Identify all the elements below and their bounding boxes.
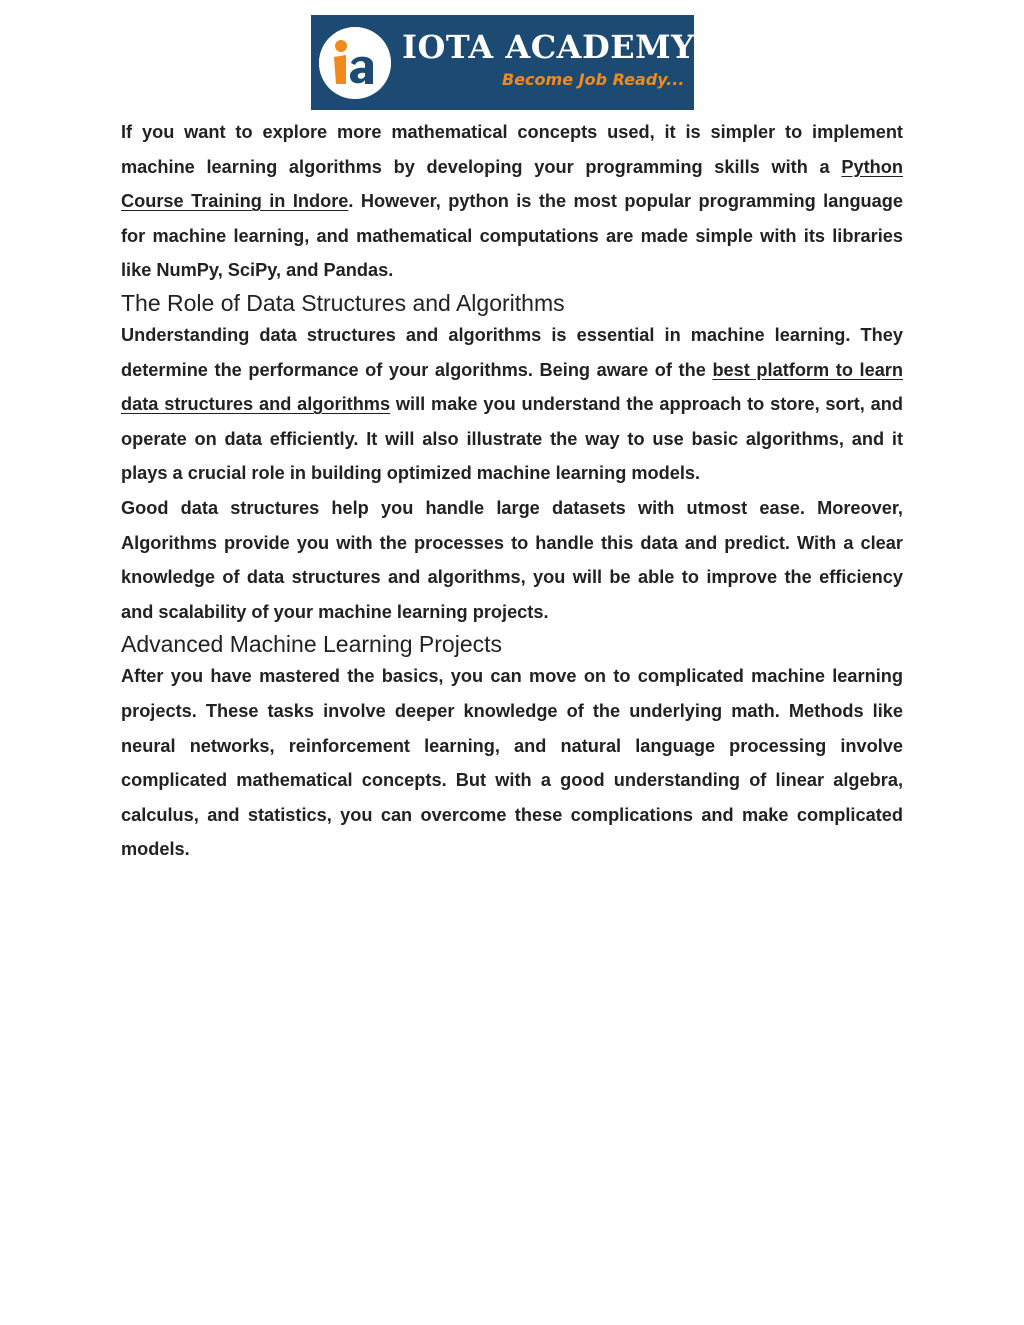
ds-text-after-link: will make you understand the approach to store, sort, and operate on data efficiently. It will also illustrate the way to use basic algorithms, and it plays a crucial role in building optimized machine learning models.: [121, 394, 903, 484]
intro-text-before-link: If you want to explore more mathematical concepts used, it is simpler to implement machine learning algorithms by developing your programming skills with a: [121, 122, 903, 177]
section-heading-advanced-ml: Advanced Machine Learning Projects: [121, 631, 503, 658]
document-body: [121, 115, 903, 867]
logo-title: IOTA ACADEMY: [402, 28, 694, 66]
section-heading-data-structures: The Role of Data Structures and Algorithms: [121, 289, 565, 316]
intro-paragraph: [121, 115, 903, 288]
data-structures-paragraph-1: [121, 318, 903, 491]
data-structures-paragraph-2: Good data structures help you handle large datasets with utmost ease. Moreover, Algorithms provide you with the processes to handle this data and predict. With a clear knowledge of data structures and algorithms, you will be able to improve the efficiency and scalability of your machine learning projects.: [121, 497, 903, 622]
iota-academy-logo: [311, 15, 694, 110]
intro-text-after-link: . However, python is the most popular programming language for machine learning, and mathematical computations are made simple with its libraries like NumPy, SciPy, and Pandas.: [121, 191, 903, 281]
logo-tagline: Become Job Ready...: [502, 70, 685, 89]
advanced-ml-paragraph: After you have mastered the basics, you can move on to complicated machine learning projects. These tasks involve deeper knowledge of the underlying math. Methods like neural networks, reinforcement learning, and natural language processing involve complicated mathematical concepts. But with a good understanding of linear algebra, calculus, and statistics, you can overcome these complications and make complicated models.: [121, 666, 903, 860]
ds-text-before-link: Understanding data structures and algorithms is essential in machine learning. They determine the performance of your algorithms. Being aware of the: [121, 324, 903, 380]
python-course-link[interactable]: Python Course Training in Indore: [121, 156, 903, 212]
dsa-platform-link[interactable]: best platform to learn data structures and algorithms: [121, 359, 903, 415]
logo-mark-icon: [319, 27, 391, 99]
